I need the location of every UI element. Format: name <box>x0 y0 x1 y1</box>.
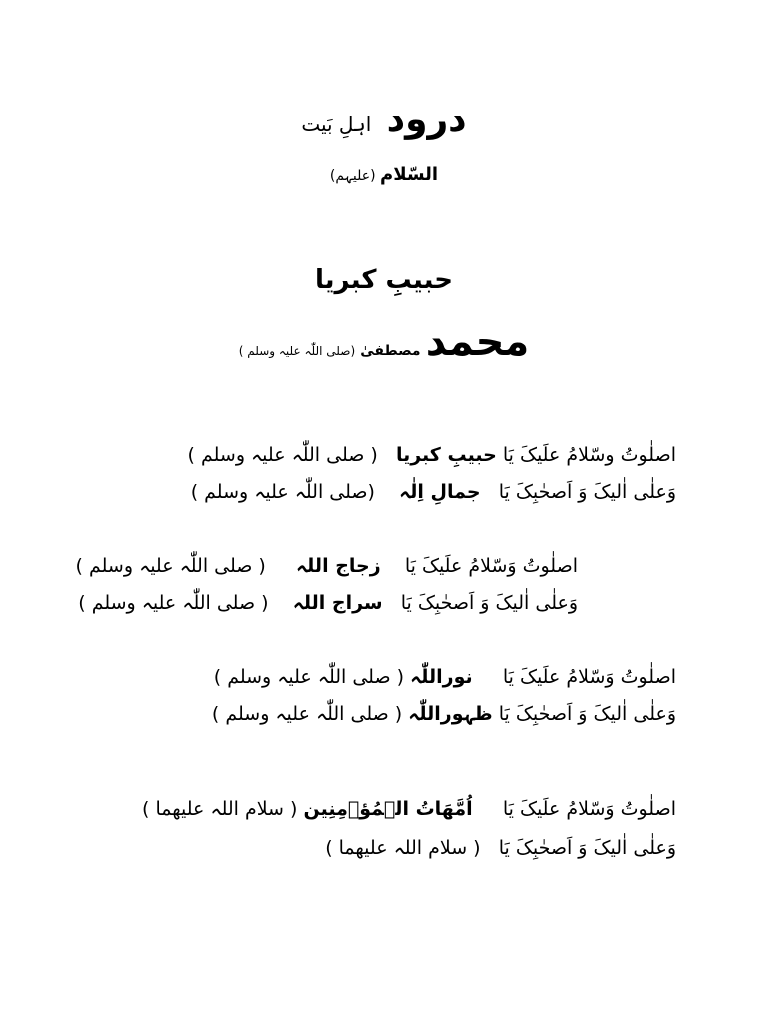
mustafa-name: مصطفیٰ <box>360 343 421 359</box>
verse-2-line-2 <box>78 594 578 613</box>
muhammad-name: محمد <box>425 319 530 365</box>
verse-title: ظہوراللّٰہ <box>408 703 493 725</box>
verse-title: سراج اللہ <box>292 592 383 614</box>
verse-3-line-2 <box>212 705 676 724</box>
verse-title: حبیبِ کبریا <box>395 444 497 466</box>
verse-4-line-1 <box>142 800 676 819</box>
verse-opening: وَعلٰی اٰلیکَ وَ اَصحٰبِکَ یَا <box>498 481 676 503</box>
verse-honorific: ( صلی اللّٰہ علیہ وسلم ) <box>211 703 403 725</box>
verse-3-line-1 <box>214 668 676 687</box>
title-main: درود <box>386 99 467 140</box>
verse-title: زجاج اللہ <box>296 555 381 577</box>
verse-opening: اصلٰوتُ وَسّلامُ علَیکَ یَا <box>502 798 676 820</box>
verse-1-line-2 <box>191 483 676 502</box>
verse-title: نوراللّٰہ <box>410 666 473 688</box>
verse-honorific: ( سلام اللہ علیھما ) <box>325 837 481 859</box>
verse-opening: اصلٰوتُ وسّلامُ علَیکَ یَا <box>502 444 676 466</box>
verse-2-line-1 <box>76 557 578 576</box>
subtitle-prefix: (علیہم <box>335 168 376 184</box>
habib-kibriya-heading: حبیبِ کبریا <box>315 265 453 295</box>
title-sub: اہلِ بَیت <box>301 112 372 136</box>
verse-honorific: ( صلی اللّٰہ علیہ وسلم ) <box>187 444 378 466</box>
verse-honorific: ( سلام اللہ علیھما ) <box>142 798 298 820</box>
muhammad-salutation: (صلی اللّٰہ علیہ وسلم ) <box>238 344 356 358</box>
subtitle-suffix: ) <box>329 168 336 184</box>
verse-opening: وَعلٰی اٰلیکَ وَ اَصحٰبِکَ یَا <box>400 592 578 614</box>
verse-honorific: ( صلی اللّٰہ علیہ وسلم ) <box>213 666 405 688</box>
verse-title: اُمَّھَاتُ الۡمُؤۡمِنِین <box>303 798 473 820</box>
verse-honorific: ( صلی اللّٰہ علیہ وسلم ) <box>75 555 266 577</box>
muhammad-heading <box>0 319 768 365</box>
page-subtitle <box>0 166 768 184</box>
verse-opening: وَعلٰی اٰلیکَ وَ اَصحٰبِکَ یَا <box>498 837 676 859</box>
verse-honorific: ( صلی اللّٰہ علیہ وسلم ) <box>78 592 269 614</box>
verse-honorific: (صلی اللّٰہ علیہ وسلم ) <box>190 481 375 503</box>
verse-4-line-2 <box>325 839 676 858</box>
verse-opening: اصلٰوتُ وَسّلامُ علَیکَ یَا <box>502 666 676 688</box>
verse-opening: اصلٰوتُ وَسّلامُ علَیکَ یَا <box>404 555 578 577</box>
verse-1-line-1 <box>188 446 676 465</box>
page-title <box>0 99 768 140</box>
verse-opening: وَعلٰی اٰلیکَ وَ اَصحٰبِکَ یَا <box>498 703 676 725</box>
verse-title: جمالِ اِلٰہ <box>399 481 481 503</box>
subtitle-bold: السّلام <box>380 164 439 185</box>
